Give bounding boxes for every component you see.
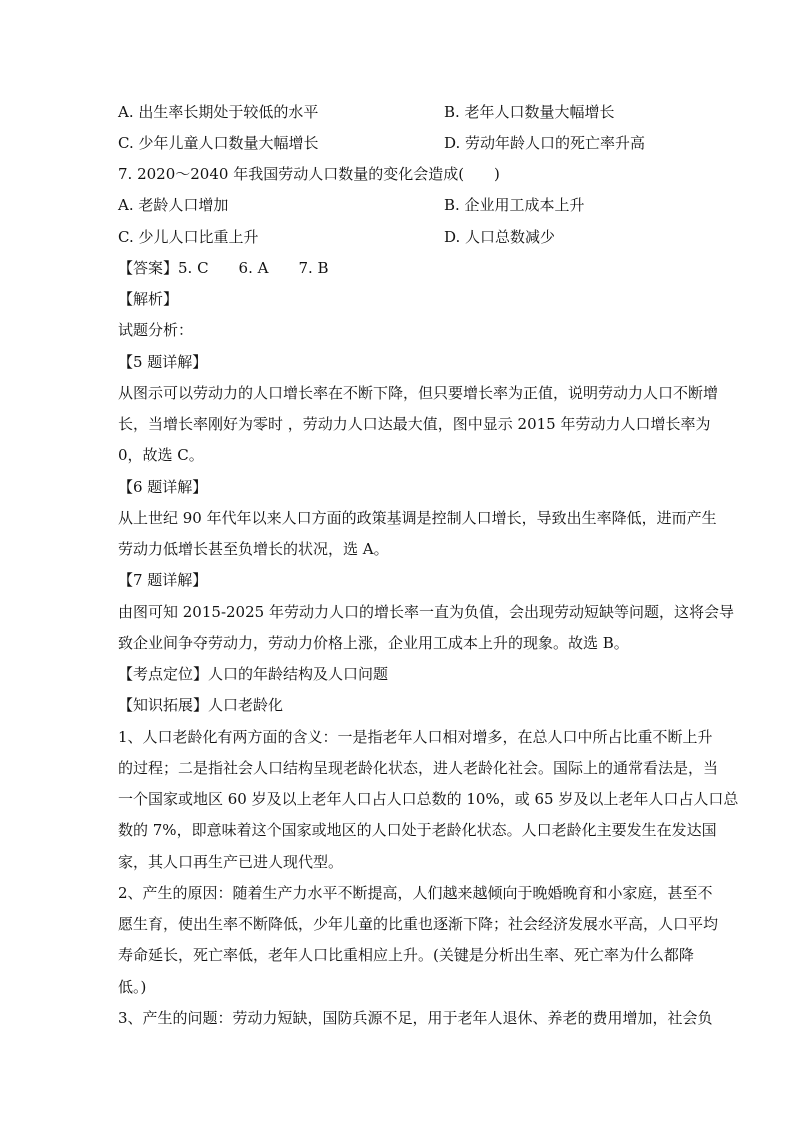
question-7: 7. 2020～2040 年我国劳动人口数量的变化会造成( ) xyxy=(118,165,500,183)
zhishi-line: 【知识拓展】人口老龄化 xyxy=(118,696,284,714)
option-6c: C. 少年儿童人口数量大幅增长 xyxy=(118,134,319,152)
q5-line: 从图示可以劳动力的人口增长率在不断下降，但只要增长率为正值，说明劳动力人口不断增 xyxy=(118,384,719,402)
option-6b: B. 老年人口数量大幅增长 xyxy=(444,103,615,121)
option-7c: C. 少儿人口比重上升 xyxy=(118,228,259,246)
q7-line: 致企业间争夺劳动力，劳动力价格上涨，企业用工成本上升的现象。故选 B。 xyxy=(118,634,629,652)
analysis-intro: 试题分析： xyxy=(118,321,194,339)
para3-line: 3、产生的问题：劳动力短缺，国防兵源不足，用于老年人退休、养老的费用增加，社会负 xyxy=(118,1009,713,1027)
answer-line: 【答案】5. C 6. A 7. B xyxy=(118,259,329,277)
kaodian-line: 【考点定位】人口的年龄结构及人口问题 xyxy=(118,665,389,683)
option-6d: D. 劳动年龄人口的死亡率升高 xyxy=(444,134,646,152)
option-7b: B. 企业用工成本上升 xyxy=(444,196,585,214)
option-7d: D. 人口总数减少 xyxy=(444,228,556,246)
q5-line: 0，故选 C。 xyxy=(118,446,204,464)
analysis-heading: 【解析】 xyxy=(118,290,179,308)
option-7a: A. 老龄人口增加 xyxy=(118,196,229,214)
q6-line: 劳动力低增长甚至负增长的状况，选 A。 xyxy=(118,540,389,558)
para1-line: 的过程；二是指社会人口结构呈现老龄化状态，进人老龄化社会。国际上的通常看法是，当 xyxy=(118,759,719,777)
q5-line: 长，当增长率刚好为零时 ，劳动力人口达最大值，图中显示 2015 年劳动力人口增长率为 xyxy=(118,415,711,433)
para2-line: 寿命延长，死亡率低，老年人口比重相应上升。(关键是分析出生率、死亡率为什么都降 xyxy=(118,946,694,964)
q7-line: 由图可知 2015-2025 年劳动力人口的增长率一直为负值，会出现劳动短缺等问题，这将会导 xyxy=(118,603,734,621)
q6-line: 从上世纪 90 年代年以来人口方面的政策基调是控制人口增长，导致出生率降低，进而产生 xyxy=(118,509,717,527)
para1-line: 1、人口老龄化有两方面的含义：一是指老年人口相对增多，在总人口中所占比重不断上升 xyxy=(118,728,713,746)
para2-line: 低。) xyxy=(118,978,147,996)
para2-line: 2、产生的原因：随着生产力水平不断提高，人们越来越倾向于晚婚晚育和小家庭，甚至不 xyxy=(118,884,713,902)
q6-heading: 【6 题详解】 xyxy=(118,478,208,496)
para1-line: 家，其人口再生产已进人现代型。 xyxy=(118,853,344,871)
q7-heading: 【7 题详解】 xyxy=(118,571,208,589)
para2-line: 愿生育，使出生率不断降低，少年儿童的比重也逐渐下降；社会经济发展水平高，人口平均 xyxy=(118,915,719,933)
para1-line: 数的 7%，即意味着这个国家或地区的人口处于老龄化状态。人口老龄化主要发生在发达国 xyxy=(118,821,717,839)
q5-heading: 【5 题详解】 xyxy=(118,353,208,371)
para1-line: 一个国家或地区 60 岁及以上老年人口占人口总数的 10%，或 65 岁及以上老年人口占人口总 xyxy=(118,790,739,808)
option-6a: A. 出生率长期处于较低的水平 xyxy=(118,103,319,121)
